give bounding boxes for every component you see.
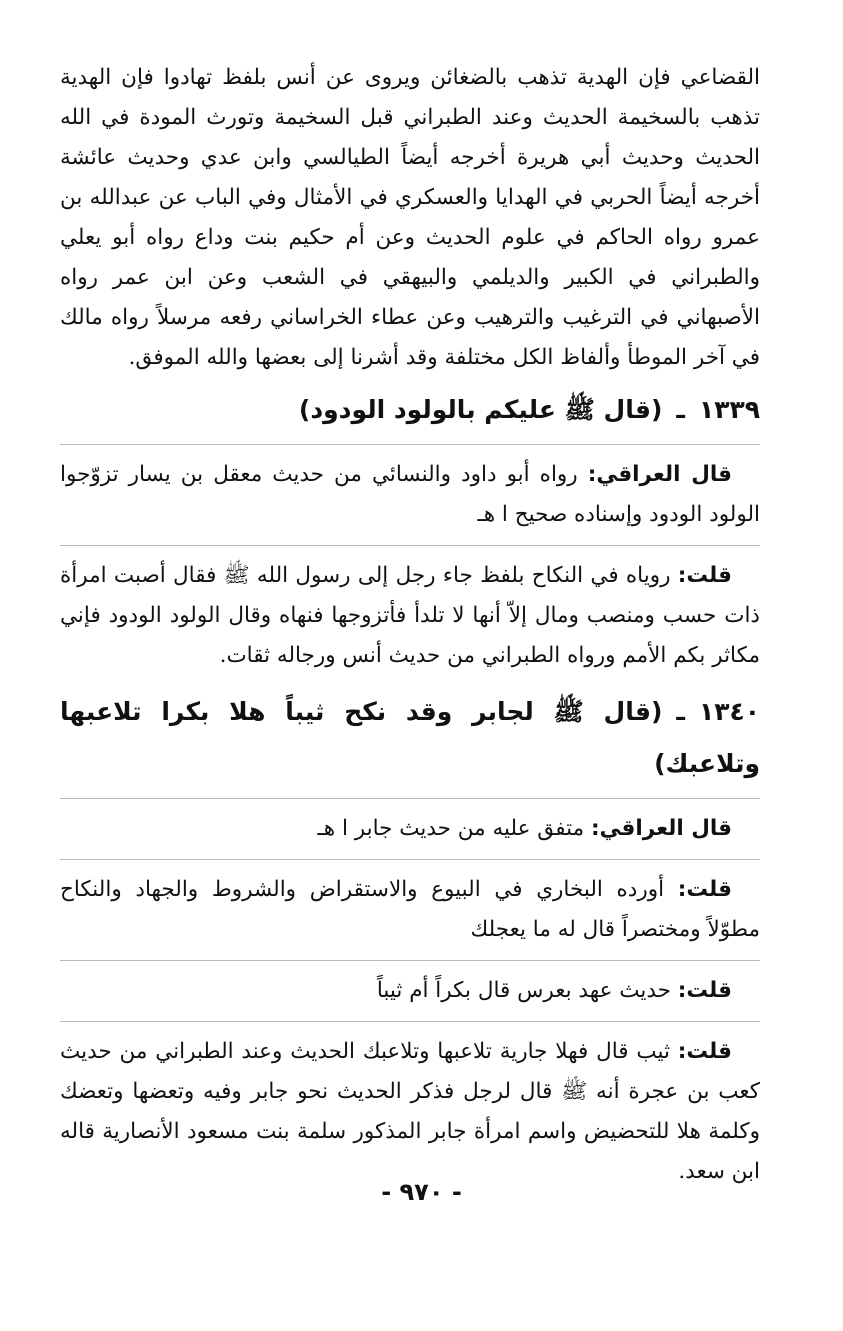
note-text: ثيب قال فهلا جارية تلاعبها وتلاعبك الحديث وعند الطبراني من حديث كعب بن عجرة أنه ﷺ قال لرجل فذكر الحديث نحو جابر وفيه وتعضها وتعضك وكلمة هلا للتحضيض واسم امرأة جابر المذكور سلمة بنت مسعود الأنصارية قاله ابن سعد. — [60, 1039, 760, 1184]
note-text: متفق عليه من حديث جابر ا هـ — [317, 816, 591, 841]
page-body — [60, 58, 760, 1202]
heading-dash: ـ — [676, 395, 685, 424]
hadith-number: ١٣٤٠ — [698, 697, 760, 726]
hadith-heading-text: (قال ﷺ عليكم بالولود الودود) — [298, 395, 663, 424]
hadith-heading-1340 — [60, 686, 760, 790]
note-text: أورده البخاري في البيوع والاستقراض والشروط والجهاد والنكاح مطوّلاً ومختصراً قال له ما يعجلك — [60, 877, 760, 942]
commentary-block — [60, 971, 760, 1011]
iraqi-note-1340 — [60, 809, 760, 849]
commentary-block — [60, 870, 760, 950]
qult-note-1340-b — [60, 971, 760, 1011]
hadith-number: ١٣٣٩ — [698, 395, 760, 424]
qult-note-1339 — [60, 556, 760, 676]
divider — [60, 960, 760, 961]
note-lead: قلت: — [677, 1039, 732, 1064]
note-lead: قال العراقي: — [590, 816, 732, 841]
divider — [60, 859, 760, 860]
divider — [60, 444, 760, 445]
divider — [60, 1021, 760, 1022]
qult-note-1340-c — [60, 1032, 760, 1192]
hadith-heading-text: (قال ﷺ لجابر وقد نكح ثيباً هلا بكرا تلاعبها وتلاعبك) — [60, 697, 760, 778]
iraqi-note-1339 — [60, 455, 760, 535]
note-text: روياه في النكاح بلفظ جاء رجل إلى رسول الله ﷺ فقال أصبت امرأة ذات حسب ومنصب ومال إلاّ أنها لا تلدأ فأتزوجها فنهاه وقال الولود الودود فإني مكاثر بكم الأمم ورواه الطبراني من حديث أنس ورجاله ثقات. — [60, 563, 760, 668]
hadith-heading-1339 — [60, 384, 760, 436]
note-lead: قلت: — [677, 978, 732, 1003]
divider — [60, 545, 760, 546]
commentary-block — [60, 809, 760, 849]
divider — [60, 798, 760, 799]
intro-paragraph: القضاعي فإن الهدية تذهب بالضغائن ويروى عن أنس بلفظ تهادوا فإن الهدية تذهب بالسخيمة الحديث وعند الطبراني قبل السخيمة وتورث المودة في الله الحديث وحديث أبي هريرة أخرجه أيضاً الطيالسي وابن عدي وحديث عائشة أخرجه أيضاً الحربي في الهدايا والعسكري في الأمثال وفي الباب عن عبدالله بن عمرو رواه الحاكم في علوم الحديث وعن أم حكيم بنت وداع رواه أبو يعلي والطبراني في الكبير والديلمي والبيهقي في الشعب وعن ابن عمر رواه الأصبهاني في الترغيب والترهيب وعن عطاء الخراساني رفعه مرسلاً رواه مالك في آخر الموطأ وألفاظ الكل مختلفة وقد أشرنا إلى بعضها والله الموفق. — [60, 65, 760, 370]
note-text: حديث عهد بعرس قال بكراً أم ثيباً — [376, 978, 678, 1003]
note-lead: قلت: — [677, 563, 732, 588]
commentary-block — [60, 455, 760, 535]
commentary-block — [60, 1032, 760, 1192]
note-lead: قلت: — [677, 877, 732, 902]
commentary-block — [60, 556, 760, 676]
note-lead: قال العراقي: — [587, 462, 733, 487]
qult-note-1340-a — [60, 870, 760, 950]
page-number: - ٩٧٠ - — [381, 1178, 462, 1206]
note-text: رواه أبو داود والنسائي من حديث معقل بن يسار تزوّجوا الولود الودود وإسناده صحيح ا هـ — [60, 462, 760, 527]
heading-dash: ـ — [676, 697, 685, 726]
